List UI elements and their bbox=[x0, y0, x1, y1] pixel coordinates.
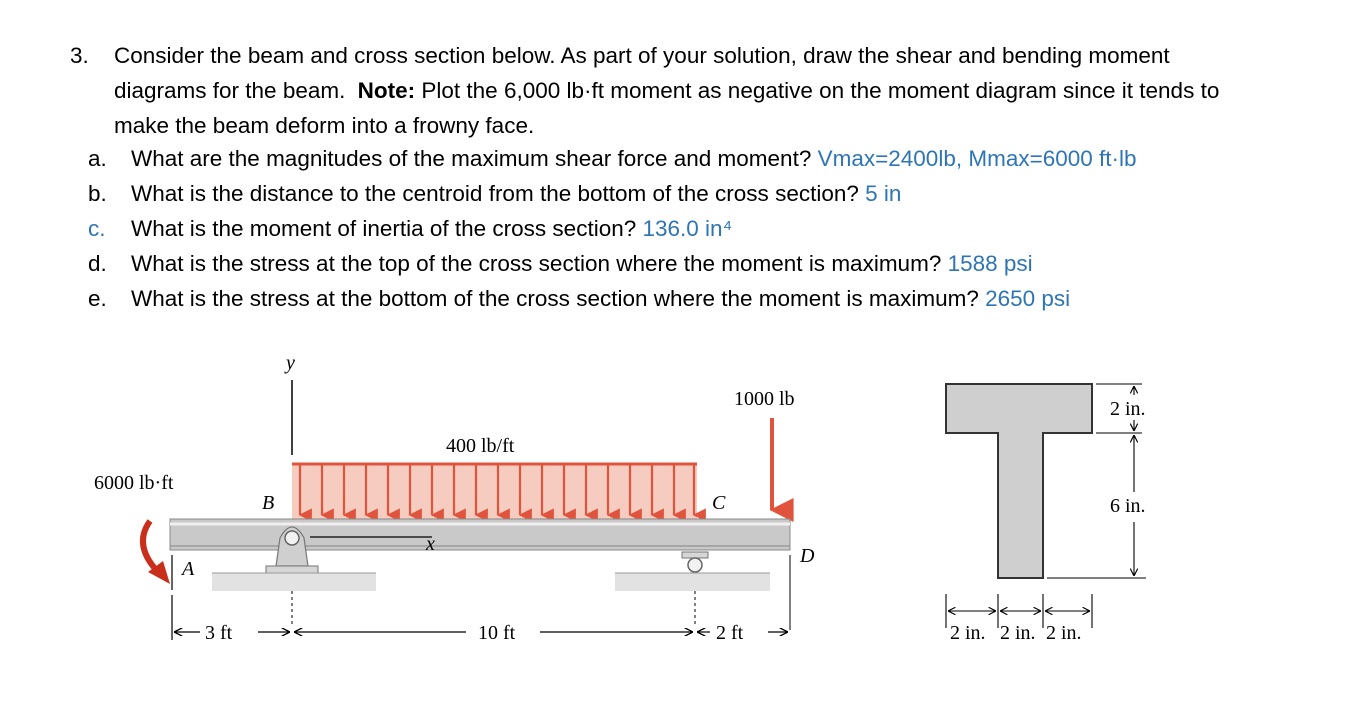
point-c-label: C bbox=[712, 492, 726, 514]
section-width-dim-2: 2 in. bbox=[1000, 622, 1036, 644]
beam bbox=[170, 519, 790, 550]
distributed-load-label: 400 lb/ft bbox=[446, 435, 515, 457]
dim-3ft: 3 ft bbox=[205, 622, 233, 644]
dim-2ft: 2 ft bbox=[716, 622, 744, 644]
roller-support-c bbox=[615, 552, 770, 591]
part-c-label: c. bbox=[88, 216, 106, 241]
moment-label: 6000 lb·ft bbox=[94, 472, 174, 494]
dim-10ft: 10 ft bbox=[478, 622, 516, 644]
section-web-dim: 6 in. bbox=[1110, 495, 1146, 517]
section-width-dim-1: 2 in. bbox=[950, 622, 986, 644]
part-b-answer: 5 in bbox=[865, 181, 902, 206]
x-axis-label: x bbox=[426, 533, 435, 555]
part-e-answer: 2650 psi bbox=[985, 286, 1071, 311]
point-b-label: B bbox=[262, 492, 275, 514]
note-text: Plot the 6,000 lb·ft moment as negative on the moment diagram since it tends to bbox=[415, 78, 1220, 103]
part-a-answer: Vmax=2400lb, Mmax=6000 ft·lb bbox=[817, 146, 1137, 171]
distributed-load bbox=[292, 464, 697, 519]
note-label: Note: bbox=[357, 78, 416, 103]
part-d-label: d. bbox=[88, 251, 107, 276]
section-width-dim-3: 2 in. bbox=[1046, 622, 1082, 644]
beam-figure bbox=[0, 340, 1348, 722]
problem-stem-line-3: make the beam deform into a frowny face. bbox=[114, 113, 535, 138]
problem-3 bbox=[70, 38, 1330, 143]
part-c-question: What is the moment of inertia of the cross section? bbox=[131, 216, 637, 241]
part-a-question: What are the magnitudes of the maximum shear force and moment? bbox=[131, 146, 812, 171]
part-b-question: What is the distance to the centroid from the bottom of the cross section? bbox=[131, 181, 859, 206]
point-load-label: 1000 lb bbox=[734, 388, 795, 410]
section-flange-dim: 2 in. bbox=[1110, 398, 1146, 420]
problem-stem-line-1: Consider the beam and cross section below. As part of your solution, draw the shear and bending moment bbox=[114, 43, 1170, 68]
part-d-question: What is the stress at the top of the cross section where the moment is maximum? bbox=[131, 251, 942, 276]
part-c-answer: 136.0 in⁴ bbox=[642, 216, 733, 241]
part-a-label: a. bbox=[88, 146, 107, 171]
problem-stem-line-2: diagrams for the beam. Note: Plot the 6,000 lb·ft moment as negative on the moment diagram since it tends to bbox=[114, 78, 1220, 103]
part-b-label: b. bbox=[88, 181, 107, 206]
part-d-answer: 1588 psi bbox=[947, 251, 1033, 276]
part-e-question: What is the stress at the bottom of the cross section where the moment is maximum? bbox=[131, 286, 979, 311]
t-cross-section bbox=[946, 384, 1092, 578]
part-e-label: e. bbox=[88, 286, 107, 311]
y-axis-label: y bbox=[286, 352, 295, 374]
problem-number: 3. bbox=[70, 43, 89, 68]
point-d-label: D bbox=[800, 545, 815, 567]
point-a-label: A bbox=[182, 558, 195, 580]
